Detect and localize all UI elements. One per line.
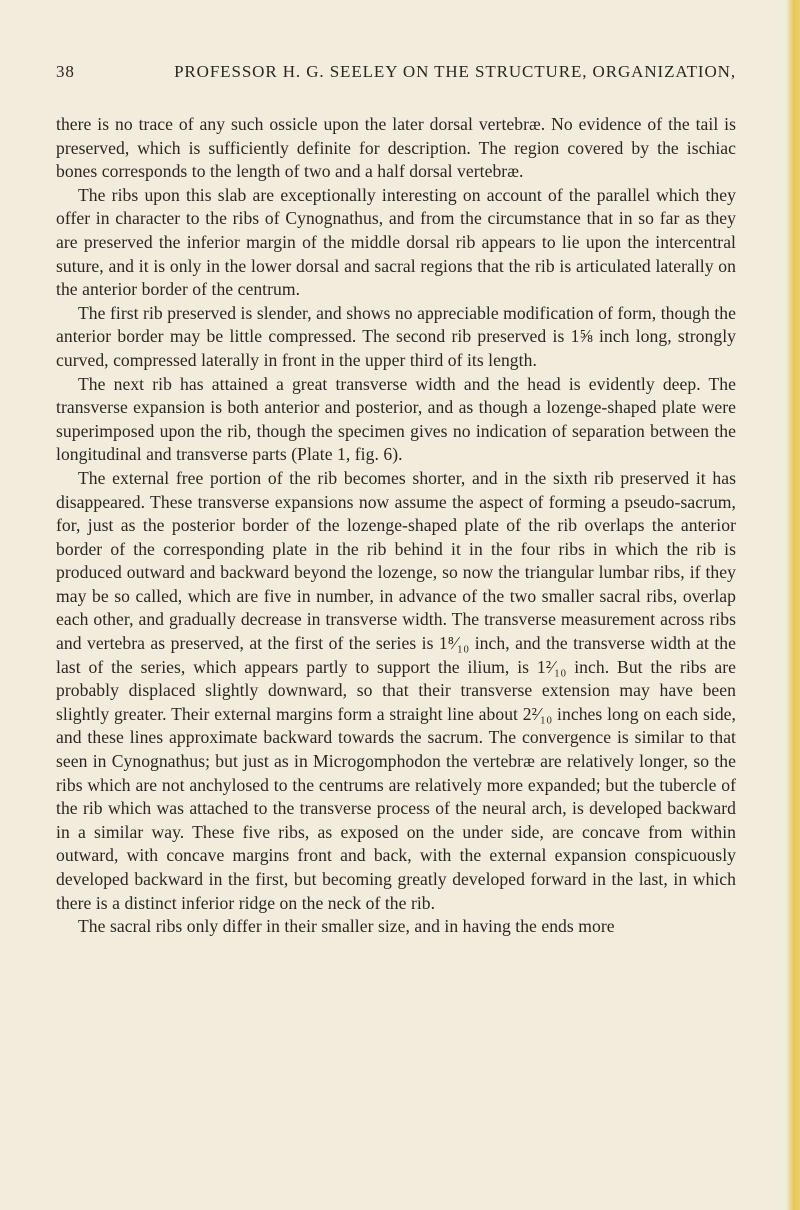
paragraph-4: The next rib has attained a great transverse width and the head is evidently deep. The transverse expansion is both anterior and posterior, and as though a lozenge-shaped plate were superimposed upon the rib, though the specimen gives no indication of separation between the longitudinal and transverse parts (Plate 1, fig. 6). xyxy=(56,373,736,465)
paragraph-3: The first rib preserved is slender, and shows no appreciable modification of form, though the anterior border may be little compressed. The second rib preserved is 1⅝ inch long, strongly curved, compressed laterally in front in the upper third of its length. xyxy=(56,302,736,370)
page-edge-gilding xyxy=(786,0,800,1210)
paragraph-2: The ribs upon this slab are exceptionally interesting on account of the parallel which they offer in character to the ribs of Cynognathus, and from the circumstance that in so far as they are preserved the inferior margin of the middle dorsal rib appears to lie upon the intercentral suture, and it is only in the lower dorsal and sacral regions that the rib is articulated laterally on the anterior border of the centrum. xyxy=(56,184,736,300)
page-header xyxy=(56,62,736,84)
body-text xyxy=(56,113,736,939)
paragraph-1: there is no trace of any such ossicle upon the later dorsal vertebræ. No evidence of the tail is preserved, which is sufficiently definite for description. The region covered by the ischiac bones corresponds to the length of two and a half dorsal vertebræ. xyxy=(56,114,736,182)
paragraph-6: The sacral ribs only differ in their smaller size, and in having the ends more xyxy=(78,916,615,937)
running-head: PROFESSOR H. G. SEELEY ON THE STRUCTURE, ORGANIZATION, xyxy=(174,62,736,81)
paragraph-5: The external free portion of the rib becomes shorter, and in the sixth rib preserved it has disappeared. These transverse expansions now assume the aspect of forming a pseudo-sacrum, for, just as the posterior border of the lozenge-shaped plate of the rib overlaps the anterior border of the corresponding plate in the rib behind it in the four ribs in which the rib is produced outward and backward beyond the lozenge, so now the triangular lumbar ribs, if they may be so called, which are five in number, in advance of the two smaller sacral ribs, overlap each other, and gradually decrease in transverse width. The transverse measurement across ribs and vertebra as preserved, at the first of the series is 1⁸⁄₁₀ inch, and the transverse width at the last of the series, which appears partly to support the ilium, is 1²⁄₁₀ inch. But the ribs are probably displaced slightly downward, so that their transverse extension may have been slightly greater. Their external margins form a straight line about 2²⁄₁₀ inches long on each side, and these lines approximate backward towards the sacrum. The convergence is similar to that seen in Cynognathus; but just as in Microgomphodon the vertebræ are relatively longer, so the ribs which are not anchylosed to the centrums are relatively more expanded; but the tubercle of the rib which was attached to the transverse process of the neural arch, is developed backward in a similar way. These five ribs, as exposed on the under side, are concave from within outward, with concave margins front and back, with the external expansion conspicuously developed backward in the first, but becoming greatly developed forward in the last, in which there is a distinct inferior ridge on the neck of the rib. xyxy=(56,467,736,913)
page-number: 38 xyxy=(56,62,75,81)
